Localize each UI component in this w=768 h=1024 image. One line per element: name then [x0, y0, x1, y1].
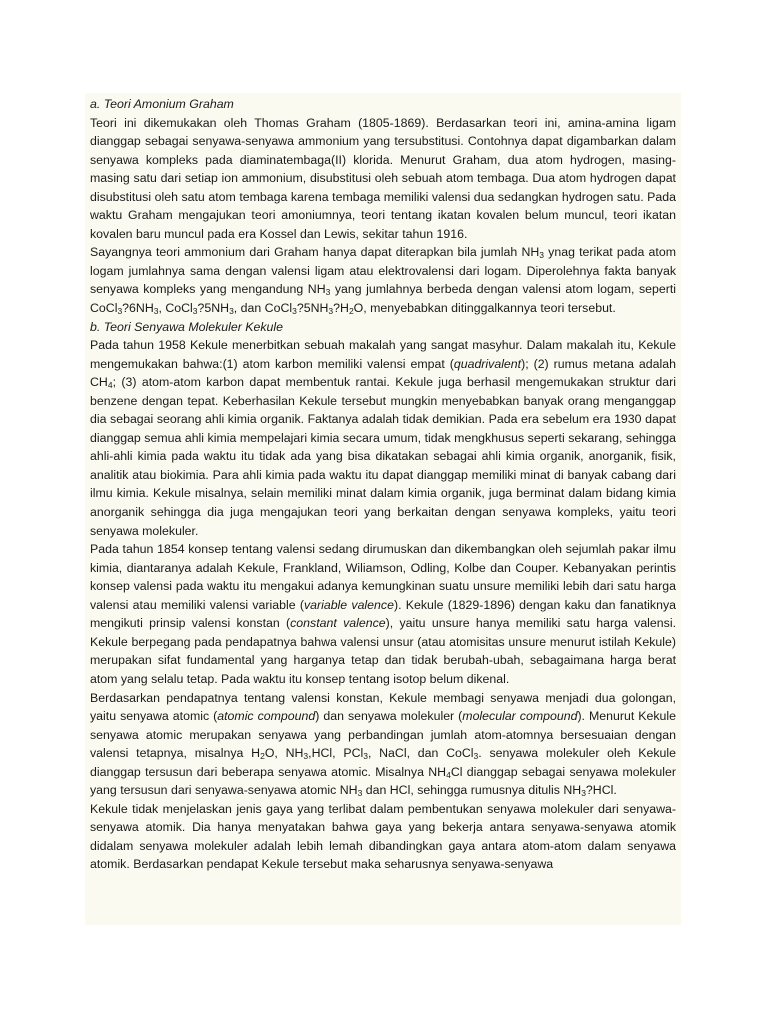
document-page	[85, 93, 681, 925]
section-b-heading: b. Teori Senyawa Molekuler Kekule	[90, 319, 284, 334]
section-a-paragraph-1: Teori ini dikemukakan oleh Thomas Graham (1805-1869). Berdasarkan teori ini, amina-amina ligam dianggap sebagai senyawa-senyawa ammonium yang tersubstitusi. Contohnya dapat digambarkan dalam senyawa kompleks pada diaminatembaga(II) klorida. Menurut Graham, dua atom hydrogen, masing-masing satu dari setiap ion ammonium, disubstitusi oleh sebuah atom tembaga. Dua atom hydrogen dapat disubstitusi oleh satu atom tembaga karena tembaga memiliki valensi dua sedangkan hydrogen satu. Pada waktu Graham mengajukan teori amoniumnya, teori tentang ikatan kovalen belum muncul, teori ikatan kovalen baru muncul pada era Kossel dan Lewis, sekitar tahun 1916.	[90, 115, 676, 241]
section-a-paragraph-2: Sayangnya teori ammonium dari Graham hanya dapat diterapkan bila jumlah $NH_3$ ynag terikat pada atom logam jumlahnya sama dengan valensi ligam atau elektrovalensi dari logam. Diperolehnya fakta banyak senyawa kompleks yang mengandung $NH_3$ yang jumlahnya berbeda dengan valensi atom logam, seperti $CoCl_3?6NH_3$, $CoCl_3?5NH_3$, dan $CoCl_3?5NH_3?H_2O$, menyebabkan ditinggalkannya teori tersebut.	[90, 245, 677, 317]
section-b-paragraph-2: Pada tahun 1854 konsep tentang valensi sedang dirumuskan dan dikembangkan oleh sejumlah pakar ilmu kimia, diantaranya adalah Kekule, Frankland, Wiliamson, Odling, Kolbe dan Couper. Kebanyakan perintis konsep valensi pada waktu itu mengakui adanya kemungkinan suatu unsure memiliki lebih dari satu harga valensi atau memiliki valensi variable (variable valence). Kekule (1829-1896) dengan kaku dan fanatiknya mengikuti prinsip valensi konstan (constant valence), yaitu unsure hanya memiliki satu harga valensi. Kekule berpegang pada pendapatnya bahwa valensi unsur (atau atomisitas unsure menurut istilah Kekule) merupakan sifat fundamental yang harganya tetap dan tidak berubah-ubah, sebagaimana harga berat atom yang selalu tetap. Pada waktu itu konsep tentang isotop belum dikenal.	[90, 542, 676, 686]
section-b-paragraph-1: Pada tahun 1958 Kekule menerbitkan sebuah makalah yang sangat masyhur. Dalam makalah itu, Kekule mengemukakan bahwa:(1) atom karbon memiliki valensi empat (quadrivalent); (2) rumus metana adalah $CH_4$; (3) atom-atom karbon dapat membentuk rantai. Kekule juga berhasil mengemukakan struktur dari benzene dengan tepat. Keberhasilan Kekule tersebut mungkin menyebabkan banyak orang menganggap dia sebagai seorang ahli kimia organik. Faktanya adalah tidak demikian. Pada era sebelum era 1930 dapat dianggap semua ahli kimia mempelajari kimia secara umum, tidak mengkhusus seperti sekarang, sehingga ahli-ahli kimia pada waktu itu tidak ada yang bisa dikatakan sebagai ahli kimia organik, anorganik, fisik, analitik atau biokimia. Para ahli kimia pada waktu itu dapat dianggap memiliki minat di banyak cabang dari ilmu kimia. Kekule misalnya, selain memiliki minat dalam kimia organik, juga berminat dalam bidang kimia anorganik sehingga dia juga mengajukan teori yang berkaitan dengan senyawa kompleks, yaitu teori senyawa molekuler.	[90, 338, 676, 538]
section-a-heading: a. Teori Amonium Graham	[90, 97, 234, 111]
section-b-paragraph-4: Kekule tidak menjelaskan jenis gaya yang terlibat dalam pembentukan senyawa molekuler dari senyawa-senyawa atomik. Dia hanya menyatakan bahwa gaya yang bekerja antara senyawa-senyawa atomik didalam senyawa molekuler adalah lebih lemah dibandingkan gaya antara atom-atom dalam senyawa atomik. Berdasarkan pendapat Kekule tersebut maka seharusnya senyawa-senyawa	[90, 801, 676, 872]
document-content	[90, 95, 676, 874]
section-b-paragraph-3: Berdasarkan pendapatnya tentang valensi konstan, Kekule membagi senyawa menjadi dua golongan, yaitu senyawa atomic (atomic compound) dan senyawa molekuler (molecular compound). Menurut Kekule senyawa atomic merupakan senyawa yang perbandingan jumlah atom-atomnya bersesuaian dengan valensi tetapnya, misalnya $H_2O$, $NH_3,HCl$, PCl$_3$, NaCl, dan CoCl$_3$. senyawa molekuler oleh Kekule dianggap tersusun dari beberapa senyawa atomic. Misalnya $NH_4Cl$ dianggap sebagai senyawa molekuler yang tersusun dari senyawa-senyawa atomic $NH_3$ dan HCl, sehingga rumusnya ditulis $NH_3?HCl$.	[90, 690, 677, 799]
